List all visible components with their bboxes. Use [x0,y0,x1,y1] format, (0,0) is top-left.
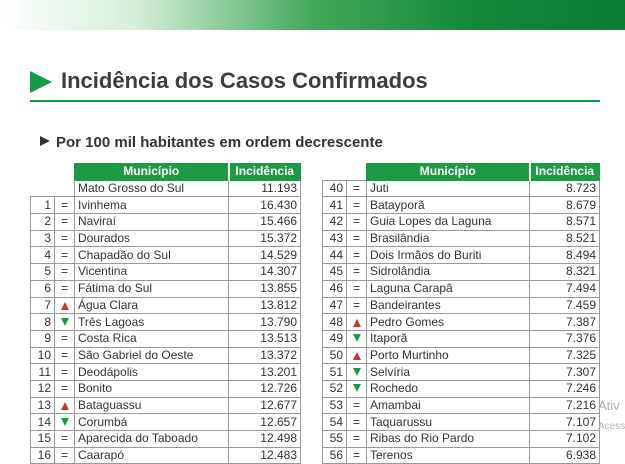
table-row [31,364,301,381]
trend-equal-icon: = [352,414,360,429]
table-row [323,447,600,464]
incidence-cell: 8.679 [530,197,600,214]
incidence-cell: 7.246 [530,380,600,397]
trend-cell [347,431,367,448]
header-incidencia: Incidência [229,164,301,181]
watermark-subtext: Acess [598,421,625,432]
table-row [323,380,600,397]
incidence-cell: 13.372 [229,347,301,364]
municipio-cell: Deodápolis [75,364,229,381]
trend-cell [55,247,75,264]
trend-equal-icon: = [352,231,360,246]
trend-cell [55,314,75,331]
table-row [323,431,600,448]
trend-cell [347,280,367,297]
incidence-cell: 13.812 [229,297,301,314]
trend-cell [347,397,367,414]
trend-down-icon [353,368,361,376]
municipio-cell: Bonito [75,380,229,397]
municipio-cell: Água Clara [75,297,229,314]
trend-down-icon [61,318,69,326]
municipio-cell: Aparecida do Taboado [75,431,229,448]
left-ranking-table [30,163,301,464]
trend-cell [55,347,75,364]
trend-cell [347,214,367,231]
incidence-cell: 7.216 [530,397,600,414]
table-row [31,214,301,231]
trend-equal-icon: = [352,247,360,262]
trend-equal-icon: = [352,297,360,312]
trend-cell [347,297,367,314]
municipio-cell: Selvíria [367,364,530,381]
municipio-cell: Taquarussu [367,414,530,431]
municipio-cell: Brasilândia [367,230,530,247]
municipio-cell: Ribas do Rio Pardo [367,431,530,448]
play-arrow-icon [30,71,52,93]
trend-equal-icon: = [60,364,68,379]
rank-cell: 51 [323,364,347,381]
trend-equal-icon: = [60,448,68,463]
incidence-cell: 8.494 [530,247,600,264]
table-row [31,264,301,281]
trend-equal-icon: = [60,264,68,279]
incidence-cell: 7.459 [530,297,600,314]
table-row [323,264,600,281]
trend-equal-icon: = [352,214,360,229]
rank-cell: 2 [31,214,55,231]
trend-equal-icon: = [60,247,68,262]
trend-equal-icon: = [352,281,360,296]
rank-cell: 53 [323,397,347,414]
incidence-cell: 7.307 [530,364,600,381]
trend-cell [347,230,367,247]
trend-cell [55,397,75,414]
state-incidence: 11.193 [229,180,301,197]
rank-cell: 16 [31,447,55,464]
trend-equal-icon: = [60,381,68,396]
trend-down-icon [353,384,361,392]
rank-cell: 50 [323,347,347,364]
header-blank [347,164,367,181]
state-name: Mato Grosso do Sul [75,180,229,197]
table-row [31,414,301,431]
municipio-cell: Laguna Carapã [367,280,530,297]
rank-cell: 43 [323,230,347,247]
trend-cell [55,197,75,214]
subtitle [40,134,383,151]
table-header-row [323,164,600,181]
trend-cell [55,264,75,281]
rank-cell: 6 [31,280,55,297]
rank-cell: 14 [31,414,55,431]
incidence-cell: 13.513 [229,330,301,347]
trend-equal-icon: = [352,197,360,212]
trend-cell [55,431,75,448]
table-row [31,431,301,448]
top-gradient-bar [0,0,625,30]
trend-up-icon [353,352,361,360]
table-row [31,280,301,297]
incidence-cell: 12.657 [229,414,301,431]
rank-cell: 11 [31,364,55,381]
incidence-cell: 8.571 [530,214,600,231]
table-row [323,397,600,414]
rank-cell: 42 [323,214,347,231]
right-ranking-table [322,163,600,464]
incidence-cell: 14.307 [229,264,301,281]
rank-cell: 52 [323,380,347,397]
header-municipio: Município [75,164,229,181]
incidence-cell: 12.726 [229,380,301,397]
table-row [31,297,301,314]
incidence-cell: 14.529 [229,247,301,264]
trend-cell [347,247,367,264]
table-row [31,447,301,464]
rank-cell: 1 [31,197,55,214]
empty-cell [55,180,75,197]
trend-equal-icon: = [60,231,68,246]
incidence-cell: 13.855 [229,280,301,297]
municipio-cell: Bataguassu [75,397,229,414]
table-row [323,297,600,314]
trend-equal-icon: = [352,448,360,463]
rank-cell: 46 [323,280,347,297]
table-row [323,414,600,431]
table-row [31,314,301,331]
trend-cell [55,380,75,397]
table-row [323,330,600,347]
bullet-triangle-icon [40,136,50,146]
incidence-cell: 7.102 [530,431,600,448]
incidence-cell: 7.376 [530,330,600,347]
trend-equal-icon: = [60,347,68,362]
table-row [323,180,600,197]
table-row [31,197,301,214]
incidence-cell: 12.483 [229,447,301,464]
municipio-cell: Ivinhema [75,197,229,214]
incidence-cell: 13.790 [229,314,301,331]
trend-up-icon [61,302,69,310]
municipio-cell: Caarapó [75,447,229,464]
rank-cell: 55 [323,431,347,448]
municipio-cell: Chapadão do Sul [75,247,229,264]
empty-cell [31,180,55,197]
trend-down-icon [61,418,69,426]
municipio-cell: Batayporã [367,197,530,214]
municipio-cell: Itaporã [367,330,530,347]
municipio-cell: São Gabriel do Oeste [75,347,229,364]
table-row [31,347,301,364]
header-blank [55,164,75,181]
trend-equal-icon: = [60,431,68,446]
rank-cell: 13 [31,397,55,414]
trend-cell [347,414,367,431]
header-municipio: Município [367,164,530,181]
incidence-cell: 6.938 [530,447,600,464]
rank-cell: 3 [31,230,55,247]
municipio-cell: Vicentina [75,264,229,281]
table-row [323,247,600,264]
rank-cell: 8 [31,314,55,331]
rank-cell: 15 [31,431,55,448]
trend-cell [347,364,367,381]
trend-equal-icon: = [352,181,360,196]
rank-cell: 54 [323,414,347,431]
incidence-cell: 8.723 [530,180,600,197]
header-blank [31,164,55,181]
trend-cell [347,447,367,464]
municipio-cell: Guia Lopes da Laguna [367,214,530,231]
rank-cell: 49 [323,330,347,347]
trend-cell [347,180,367,197]
municipio-cell: Fátima do Sul [75,280,229,297]
incidence-cell: 7.325 [530,347,600,364]
rank-cell: 41 [323,197,347,214]
trend-equal-icon: = [60,281,68,296]
header-incidencia: Incidência [530,164,600,181]
table-row [31,247,301,264]
table-row [323,347,600,364]
header-blank [323,164,347,181]
table-row [31,380,301,397]
trend-equal-icon: = [352,431,360,446]
incidence-cell: 15.372 [229,230,301,247]
rank-cell: 10 [31,347,55,364]
table-row [31,330,301,347]
rank-cell: 45 [323,264,347,281]
trend-up-icon [61,402,69,410]
table-row [323,230,600,247]
table-row [31,230,301,247]
incidence-cell: 7.107 [530,414,600,431]
trend-cell [347,314,367,331]
municipio-cell: Três Lagoas [75,314,229,331]
municipio-cell: Terenos [367,447,530,464]
municipio-cell: Naviraí [75,214,229,231]
rank-cell: 9 [31,330,55,347]
municipio-cell: Dois Irmãos do Buriti [367,247,530,264]
table-row [323,314,600,331]
incidence-cell: 8.321 [530,264,600,281]
trend-cell [347,330,367,347]
trend-equal-icon: = [60,331,68,346]
page-title: Incidência dos Casos Confirmados [61,68,428,93]
incidence-cell: 7.387 [530,314,600,331]
rank-cell: 4 [31,247,55,264]
rank-cell: 48 [323,314,347,331]
rank-cell: 5 [31,264,55,281]
rank-cell: 40 [323,180,347,197]
incidence-cell: 13.201 [229,364,301,381]
rank-cell: 7 [31,297,55,314]
trend-equal-icon: = [352,397,360,412]
trend-equal-icon: = [352,264,360,279]
trend-cell [347,380,367,397]
trend-cell [55,414,75,431]
municipio-cell: Bandeirantes [367,297,530,314]
table-row [323,280,600,297]
rank-cell: 44 [323,247,347,264]
incidence-cell: 12.677 [229,397,301,414]
trend-cell [347,197,367,214]
trend-up-icon [353,319,361,327]
incidence-cell: 7.494 [530,280,600,297]
trend-cell [55,330,75,347]
incidence-cell: 16.430 [229,197,301,214]
trend-cell [55,297,75,314]
trend-equal-icon: = [60,214,68,229]
trend-cell [55,447,75,464]
rank-cell: 56 [323,447,347,464]
trend-cell [55,364,75,381]
state-row [31,180,301,197]
subtitle-text: Por 100 mil habitantes em ordem decrescente [56,134,383,151]
rank-cell: 12 [31,380,55,397]
trend-cell [347,264,367,281]
trend-down-icon [353,334,361,342]
incidence-cell: 8.521 [530,230,600,247]
table-row [323,364,600,381]
trend-cell [55,280,75,297]
municipio-cell: Rochedo [367,380,530,397]
table-row [31,397,301,414]
table-row [323,214,600,231]
incidence-cell: 15.466 [229,214,301,231]
watermark-text: Ativ [598,398,620,413]
trend-cell [347,347,367,364]
municipio-cell: Porto Murtinho [367,347,530,364]
trend-cell [55,214,75,231]
municipio-cell: Costa Rica [75,330,229,347]
table-header-row [31,164,301,181]
municipio-cell: Dourados [75,230,229,247]
municipio-cell: Juti [367,180,530,197]
incidence-cell: 12.498 [229,431,301,448]
title-row [30,66,600,102]
municipio-cell: Pedro Gomes [367,314,530,331]
rank-cell: 47 [323,297,347,314]
trend-equal-icon: = [60,197,68,212]
municipio-cell: Sidrolândia [367,264,530,281]
municipio-cell: Corumbá [75,414,229,431]
municipio-cell: Amambai [367,397,530,414]
table-row [323,197,600,214]
trend-cell [55,230,75,247]
